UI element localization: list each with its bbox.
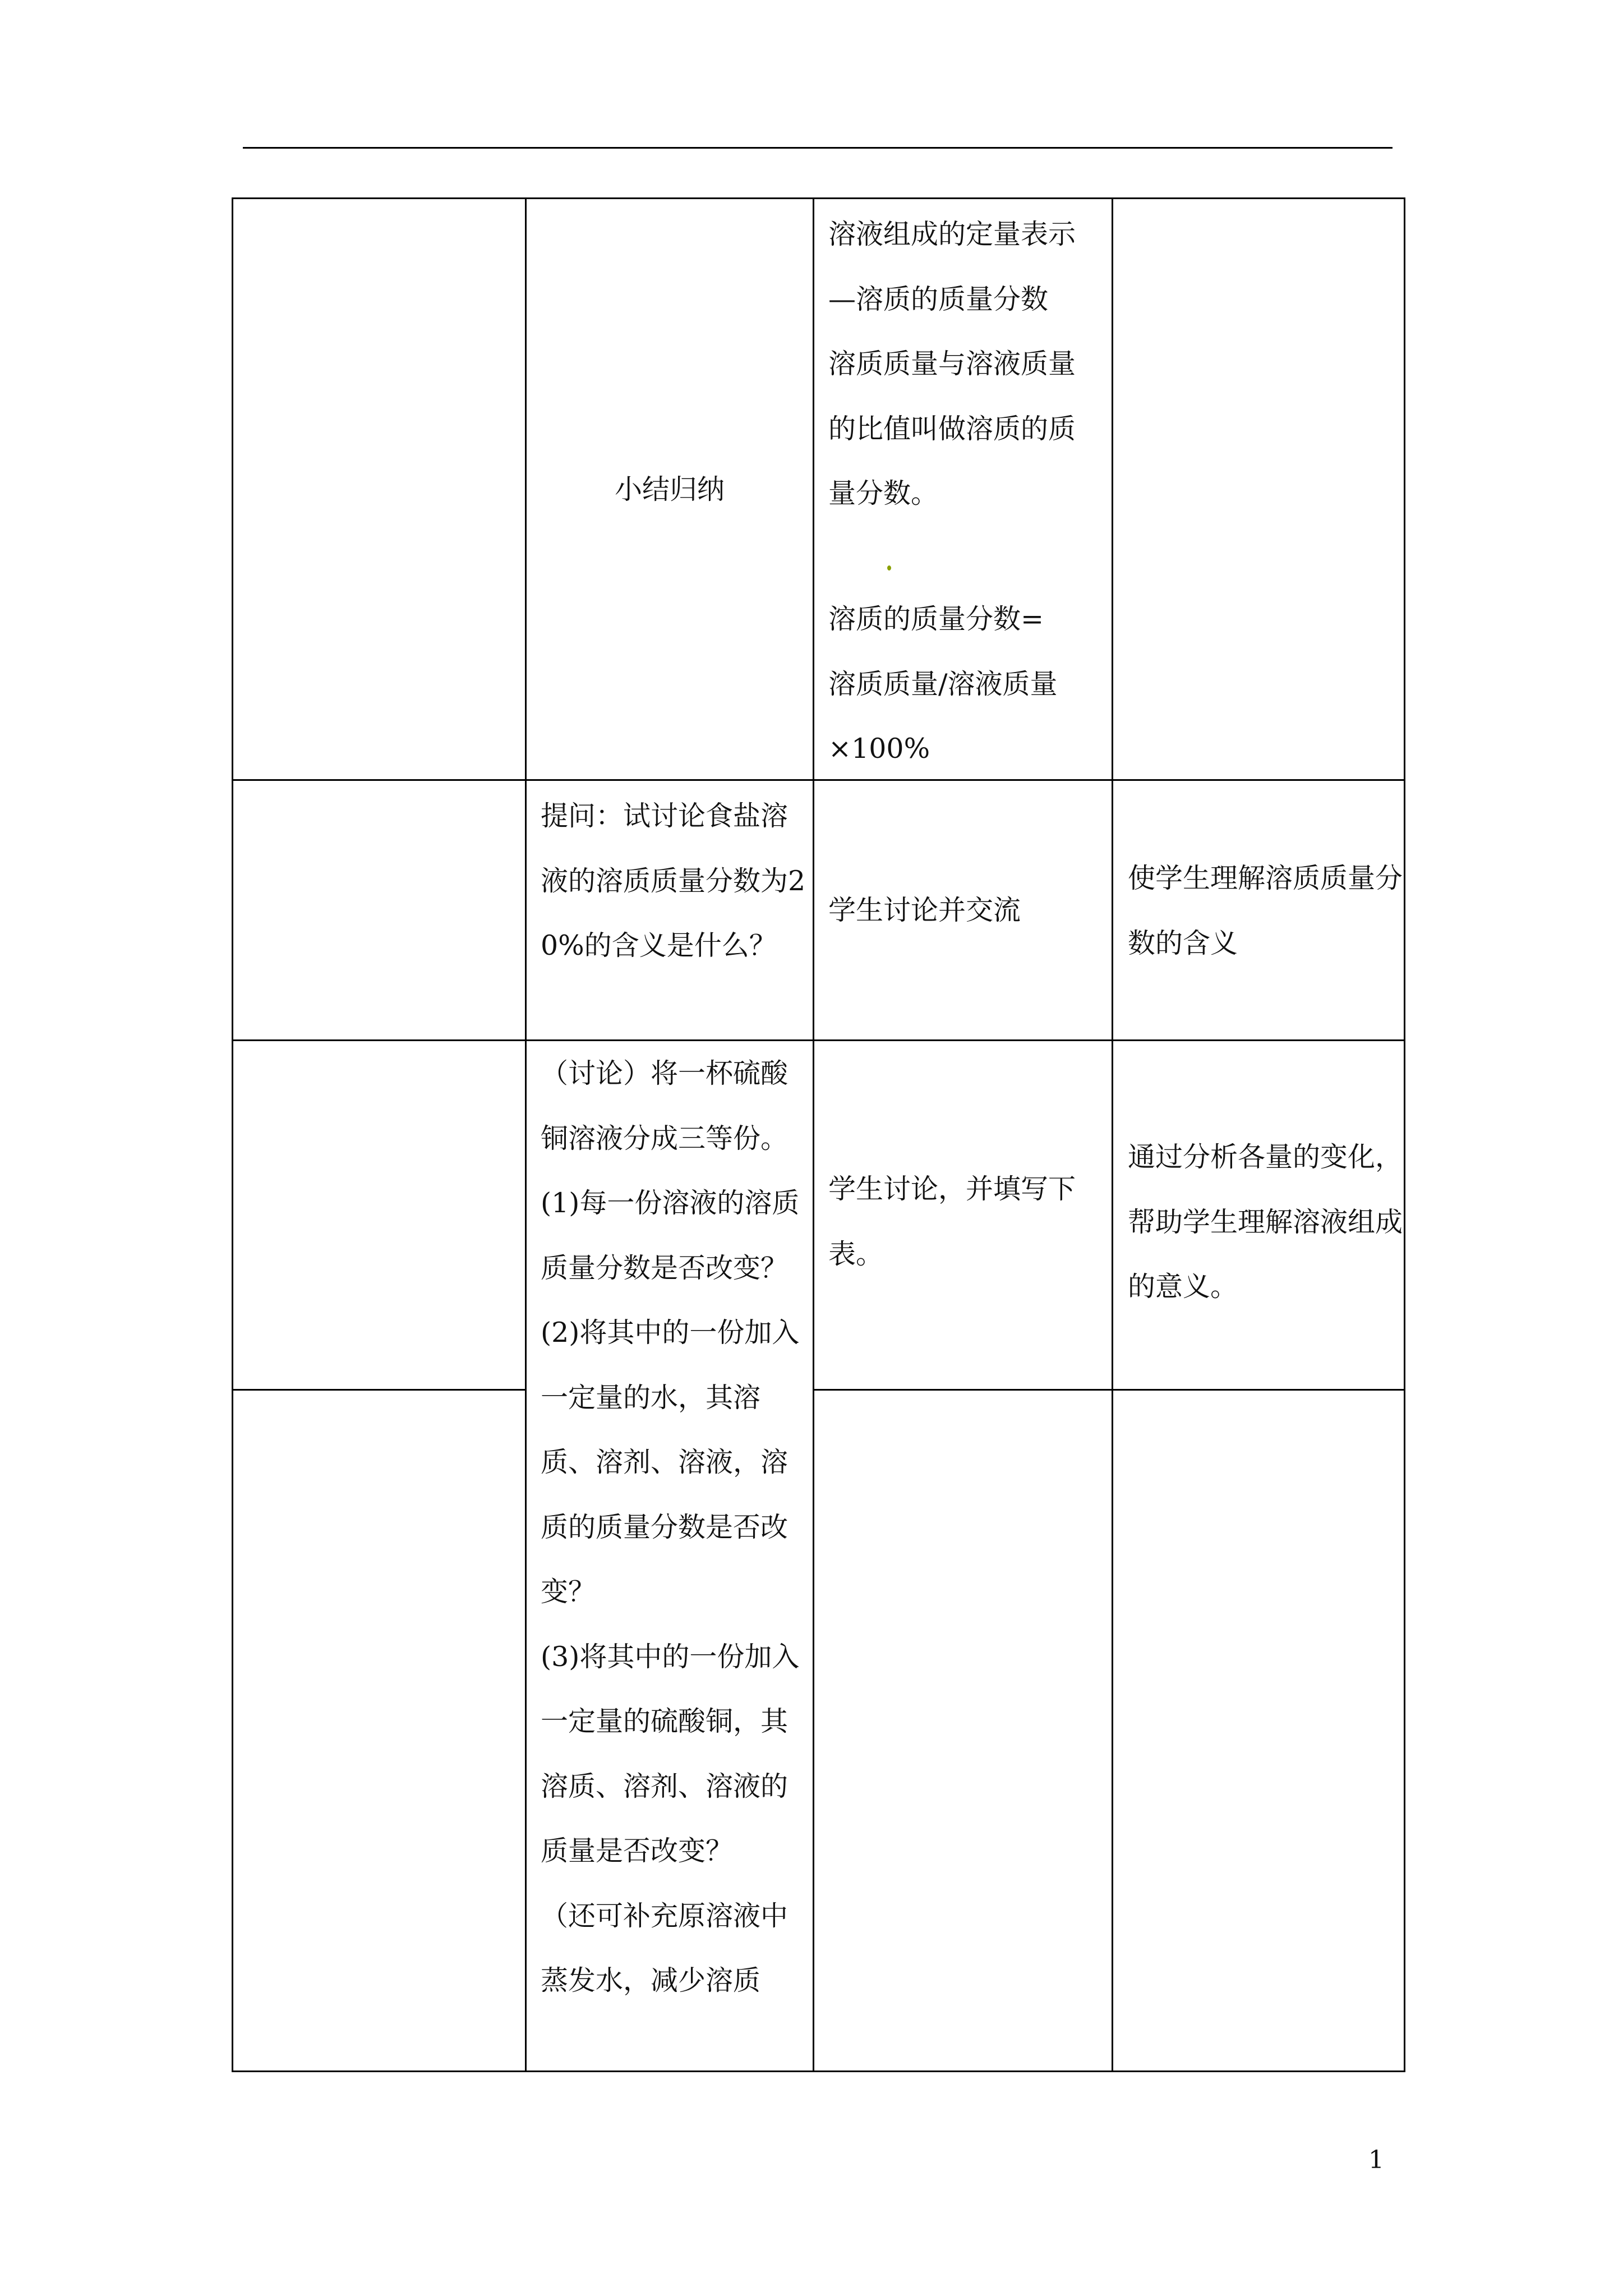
row-divider-partial: [232, 1389, 525, 1391]
teacher-question-cell: [541, 784, 811, 978]
formula-line: 溶质质量/溶液质量: [828, 668, 1058, 700]
header-rule: [243, 147, 1393, 149]
table-border-right: [1404, 197, 1405, 2072]
table-border-left: [232, 197, 233, 2072]
discussion-q3: (3)将其中的一份加入一定量的硫酸铜，其溶质、溶剂、溶液的质量是否改变？: [541, 1640, 800, 1867]
design-purpose-cell: [1128, 1125, 1403, 1319]
discussion-q1: (1)每一份溶液的溶质质量分数是否改变？: [541, 1187, 800, 1284]
discussion-q4: （还可补充原溶液中蒸发水，减少溶质: [541, 1899, 789, 1996]
formula-line: ×100%: [828, 733, 930, 765]
design-purpose: 通过分析各量的变化，帮助学生理解溶液组成的意义。: [1128, 1141, 1403, 1303]
design-purpose-cell: [1128, 846, 1403, 976]
student-activity: 学生讨论并交流: [828, 894, 1021, 926]
column-divider: [813, 197, 814, 2072]
table-border-top: [232, 197, 1405, 199]
summary-definition: 溶质质量与溶液质量的比值叫做溶质的质量分数。: [828, 348, 1076, 509]
student-activity-cell: [828, 878, 1100, 943]
summary-formula-cell: [828, 587, 1100, 781]
row-divider: [232, 779, 1405, 781]
discussion-intro: （讨论）将一杯硫酸铜溶液分成三等份。: [541, 1057, 789, 1154]
column-divider: [1112, 197, 1113, 2072]
stray-mark: [887, 565, 891, 570]
summary-heading: 溶液组成的定量表示—溶质的质量分数: [828, 218, 1076, 315]
table-border-bottom: [232, 2070, 1405, 2072]
row-divider-partial: [813, 1389, 1405, 1391]
summary-label-cell: [527, 457, 813, 522]
formula-line: 溶质的质量分数=: [828, 603, 1044, 635]
design-purpose: 使学生理解溶质质量分数的含义: [1128, 862, 1403, 959]
discussion-q2: (2)将其中的一份加入一定量的水，其溶质、溶剂、溶液，溶质的质量分数是否改变？: [541, 1317, 800, 1608]
student-activity-cell: [828, 1157, 1100, 1286]
teacher-question: 提问：试讨论食盐溶液的溶质质量分数为20%的含义是什么？: [541, 800, 806, 961]
summary-label: 小结归纳: [614, 473, 725, 505]
summary-content-cell: [828, 202, 1100, 526]
student-activity: 学生讨论，并填写下表。: [828, 1173, 1076, 1270]
teacher-discussion-cell: [541, 1041, 811, 2013]
row-divider: [232, 1039, 1405, 1041]
page-number: 1: [1368, 2146, 1384, 2174]
